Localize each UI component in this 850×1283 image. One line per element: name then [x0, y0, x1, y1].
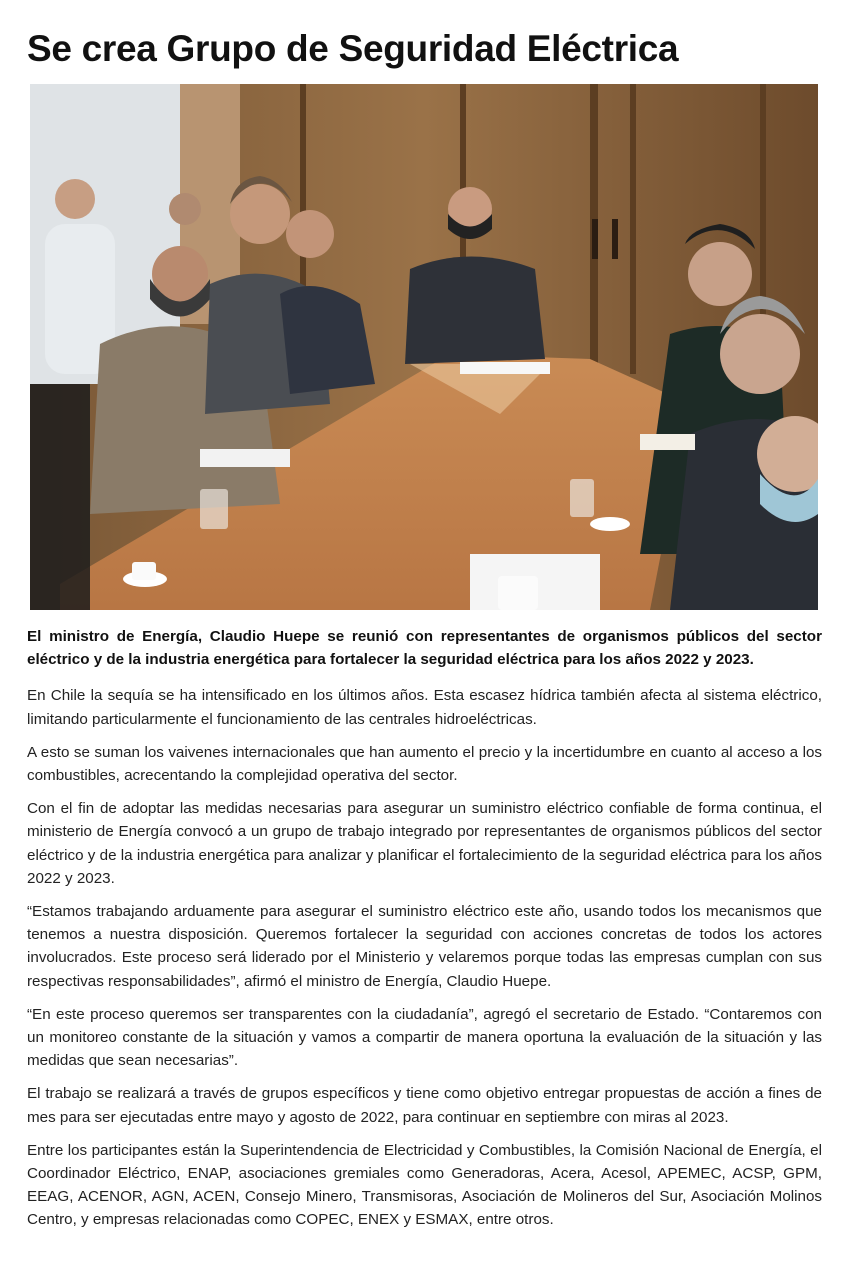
meeting-photo-icon — [30, 84, 818, 610]
article — [27, 22, 823, 76]
meeting-photo — [30, 84, 818, 610]
article-body — [27, 625, 822, 1242]
article-paragraph: En Chile la sequía se ha intensificado en los últimos años. Esta escasez hídrica también afecta al sistema eléctrico, limitando particularmente el funcionamiento de las centrales hidroeléctricas. — [27, 687, 822, 728]
article-paragraph: Entre los participantes están la Superintendencia de Electricidad y Combustibles, la Comisión Nacional de Energía, el Coordinador Eléctrico, ENAP, asociaciones gremiales como Generadoras, Acera, Acesol, APEMEC, ACSP, GPM, EEAG, ACENOR, AGN, ACEN, Consejo Minero, Transmisoras, Asociación de Molineros del Sur, Asociación Molinos Centro, y empresas relacionadas como COPEC, ENEX y ESMAX, entre otros. — [27, 1141, 822, 1229]
article-paragraph: “En este proceso queremos ser transparentes con la ciudadanía”, agregó el secretario de Estado. “Contaremos con un monitoreo constante de la situación y vamos a compartir de manera oportuna la evaluación de la situación y las medidas que sean necesarias”. — [27, 1005, 822, 1070]
article-paragraph: A esto se suman los vaivenes internacionales que han aumento el precio y la incertidumbre en cuanto al acceso a los combustibles, acrecentando la complejidad operativa del sector. — [27, 743, 822, 785]
article-lead: El ministro de Energía, Claudio Huepe se reunió con representantes de organismos públicos del sector eléctrico y de la industria energética para fortalecer la seguridad eléctrica para los años 2022 y 2023. — [27, 628, 822, 669]
article-title: Se crea Grupo de Seguridad Eléctrica — [27, 28, 679, 69]
article-paragraph: “Estamos trabajando arduamente para asegurar el suministro eléctrico este año, usando todos los mecanismos que tenemos a nuestra disposición. Queremos fortalecer la seguridad con acciones concretas de todos los actores involucrados. Este proceso será liderado por el Ministerio y velaremos porque todas las empresas cumplan con sus respectivas responsabilidades”, afirmó el ministro de Energía, Claudio Huepe. — [27, 903, 822, 990]
article-paragraph: El trabajo se realizará a través de grupos específicos y tiene como objetivo entregar propuestas de acción a fines de mes para ser ejecutadas entre mayo y agosto de 2022, para continuar en septiembre con miras al 2023. — [27, 1085, 822, 1126]
article-paragraph: Con el fin de adoptar las medidas necesarias para asegurar un suministro eléctrico confiable de forma continua, el ministerio de Energía convocó a un grupo de trabajo integrado por representantes de organismos públicos del sector eléctrico y de la industria energética para analizar y planificar el fortalecimiento de la seguridad eléctrica para los años 2022 y 2023. — [27, 800, 822, 887]
